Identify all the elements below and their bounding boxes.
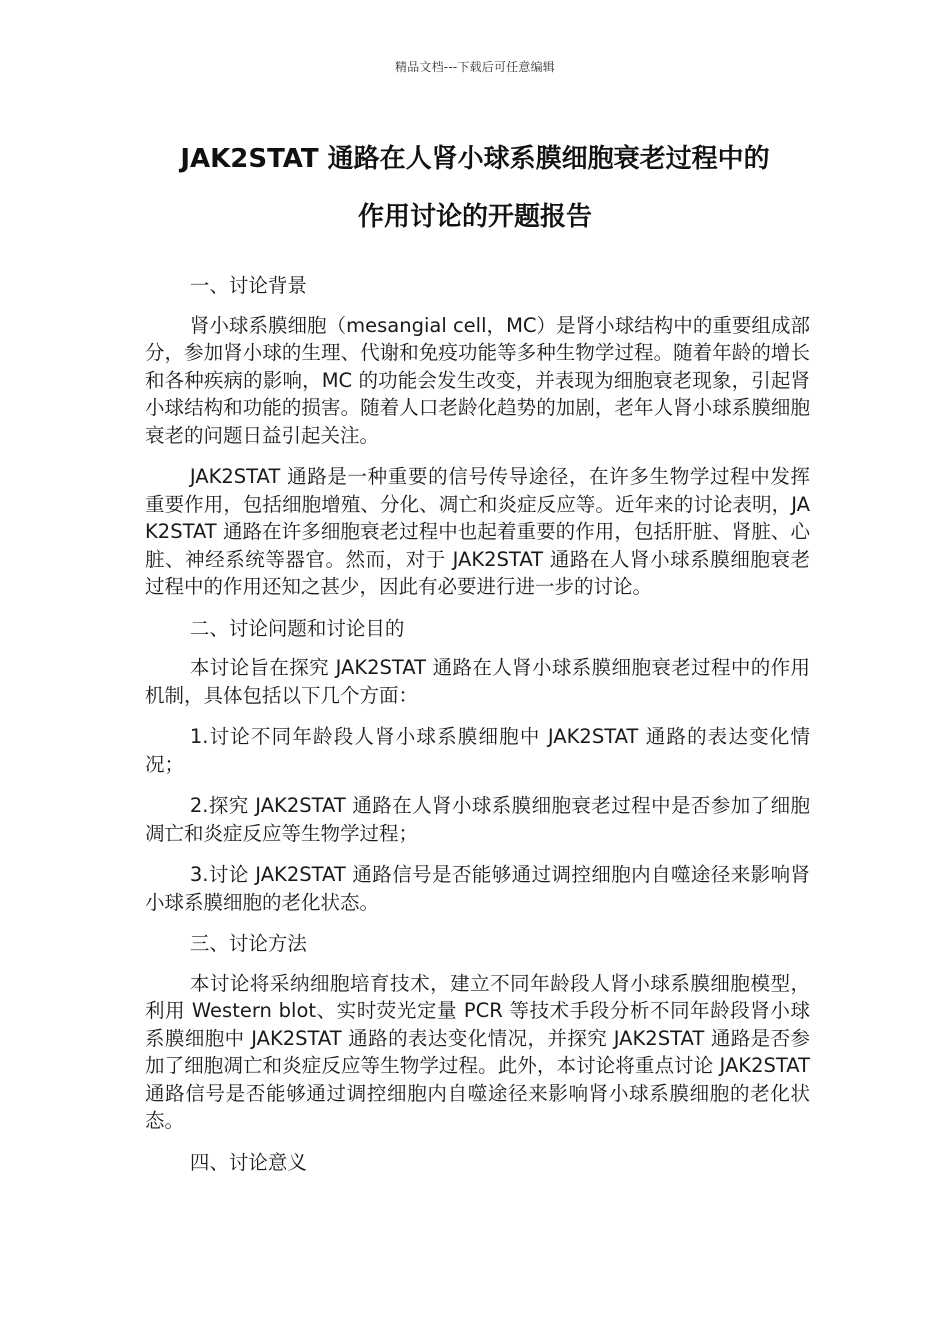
title-line-1: JAK2STAT 通路在人肾小球系膜细胞衰老过程中的	[180, 144, 770, 174]
list-item-question-1: 1.讨论不同年龄段人肾小球系膜细胞中 JAK2STAT 通路的表达变化情况；	[145, 725, 810, 776]
paragraph-background-1: 肾小球系膜细胞（mesangial cell，MC）是肾小球结构中的重要组成部分，参加肾小球的生理、代谢和免疫功能等多种生物学过程。随着年龄的增长和各种疾病的影响，MC 的功能会发生改变，并表现为细胞衰老现象，引起肾小球结构和功能的损害。随着人口老龄化趋势的加剧，老年人肾小球系膜细胞衰老的问题日益引起关注。	[145, 313, 810, 447]
document-body	[145, 272, 810, 1188]
header-note: 精品文档---下载后可任意编辑	[395, 60, 555, 74]
paragraph-questions-intro: 本讨论旨在探究 JAK2STAT 通路在人肾小球系膜细胞衰老过程中的作用机制，具体包括以下几个方面：	[145, 656, 810, 707]
section-heading-significance: 四、讨论意义	[189, 1150, 307, 1174]
list-item-question-3: 3.讨论 JAK2STAT 通路信号是否能够通过调控细胞内自噬途径来影响肾小球系膜细胞的老化状态。	[145, 863, 810, 914]
list-item-question-2: 2.探究 JAK2STAT 通路在人肾小球系膜细胞衰老过程中是否参加了细胞凋亡和炎症反应等生物学过程；	[145, 794, 810, 845]
paragraph-methods: 本讨论将采纳细胞培育技术，建立不同年龄段人肾小球系膜细胞模型，利用 Western blot、实时荧光定量 PCR 等技术手段分析不同年龄段肾小球系膜细胞中 JAK2STAT 通路的表达变化情况，并探究 JAK2STAT 通路是否参加了细胞凋亡和炎症反应等生物学过程。此外，本讨论将重点讨论 JAK2STAT 通路信号是否能够通过调控细胞内自噬途径来影响肾小球系膜细胞的老化状态。	[145, 971, 810, 1132]
section-heading-questions: 二、讨论问题和讨论目的	[189, 616, 405, 640]
paragraph-background-2: JAK2STAT 通路是一种重要的信号传导途径，在许多生物学过程中发挥重要作用，包括细胞增殖、分化、凋亡和炎症反应等。近年来的讨论表明，JAK2STAT 通路在许多细胞衰老过程中也起着重要的作用，包括肝脏、肾脏、心脏、神经系统等器官。然而，对于 JAK2STAT 通路在人肾小球系膜细胞衰老过程中的作用还知之甚少，因此有必要进行进一步的讨论。	[145, 465, 810, 598]
section-heading-background: 一、讨论背景	[189, 274, 307, 297]
document-title	[100, 130, 850, 246]
title-line-2: 作用讨论的开题报告	[357, 202, 592, 232]
section-heading-methods: 三、讨论方法	[189, 932, 307, 955]
